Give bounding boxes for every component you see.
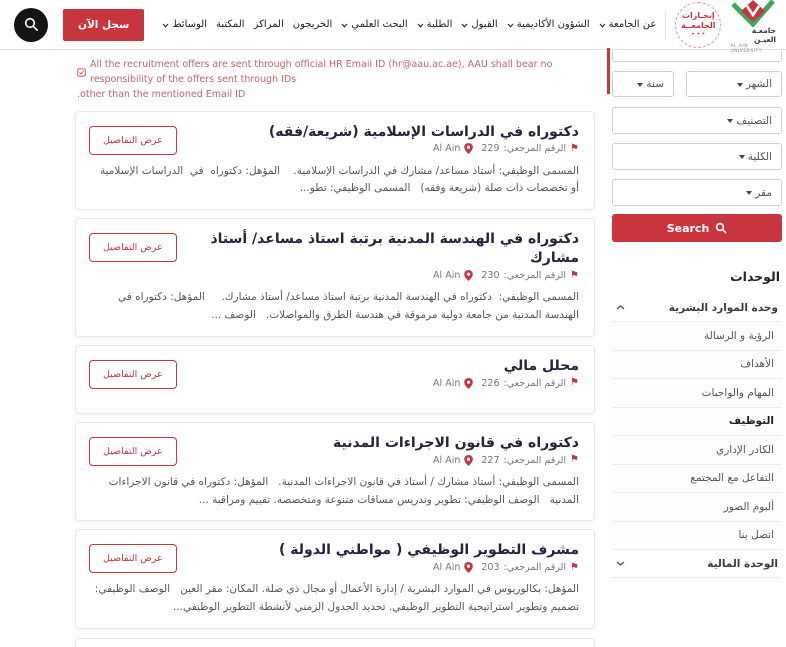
reference-number: 226 — [481, 377, 500, 389]
search-icon — [24, 17, 39, 32]
job-title: دكتوراه في الهندسة المدنية برتبة استاذ مساعد/ أستاذ مشارك — [210, 231, 579, 267]
location-pin-icon — [464, 143, 473, 154]
job-meta — [187, 378, 579, 389]
location-pin-icon — [464, 270, 473, 281]
site-header — [0, 0, 786, 54]
chevron-down-icon — [162, 23, 169, 28]
unit-nav-item-label: التفاعل مع المجتمع — [690, 472, 774, 485]
checkbox-icon — [77, 68, 86, 77]
view-details-button[interactable]: عرض التفاصيل — [89, 360, 177, 389]
chevron-down-icon — [507, 23, 514, 28]
view-details-button[interactable]: عرض التفاصيل — [89, 126, 177, 155]
job-description: المسمى الوظيفي: أستاذ مشارك / أستاذ في قانون الاجراءات المدنية. المؤهل: دكتوراه في قانون الاجراءات المدنية الوصف الوظيفي: تطوير وتدريس مساقات متنوعة ومتخصصة. تقييم ومراقبة ... — [108, 475, 579, 506]
nav-item-label: الوسائط — [172, 19, 208, 30]
nav-item-label: المراكز — [253, 19, 284, 30]
month-select-value: الشهر — [745, 78, 772, 90]
classification-select-value: التصنيف — [736, 114, 772, 127]
campus-select[interactable] — [612, 179, 782, 206]
university-name-en: AL AIN UNIVERSITY — [730, 43, 763, 54]
flag-icon: ⚑ — [570, 142, 579, 154]
unit-nav-item-label: التوظيف — [728, 415, 774, 428]
job-card — [75, 529, 595, 629]
badge-stars: ٭ ٭ ٭ — [691, 29, 706, 37]
unit-nav-item-label: المهام والواجبات — [701, 386, 774, 399]
nav-item-label: الشؤون الأكاديمية — [516, 19, 590, 30]
university-emblem-icon — [731, 0, 775, 25]
job-title: محلل مالي — [503, 357, 579, 374]
month-select[interactable] — [686, 71, 782, 97]
flag-icon: ⚑ — [570, 377, 579, 389]
location-pin-icon — [464, 455, 473, 466]
job-title-block — [187, 357, 579, 389]
job-card — [75, 422, 595, 522]
chevron-down-icon — [599, 23, 606, 28]
job-meta — [187, 270, 579, 281]
nav-item[interactable] — [162, 19, 207, 30]
search-icon — [715, 222, 727, 234]
reference-label: الرقم المرجعي: — [503, 454, 567, 466]
flag-icon: ⚑ — [570, 269, 579, 281]
job-title-block — [187, 434, 579, 466]
year-select[interactable] — [612, 71, 674, 97]
location-pin-icon — [464, 378, 473, 389]
reference-number: 230 — [481, 270, 500, 282]
units-list — [612, 294, 782, 578]
caret-down-icon — [746, 191, 752, 195]
job-card — [75, 218, 595, 336]
unit-nav-item[interactable] — [612, 493, 782, 522]
reference-number: 227 — [481, 454, 500, 466]
job-card-header — [89, 434, 579, 466]
finance-unit-accordion[interactable] — [612, 550, 782, 578]
job-card — [75, 345, 595, 414]
classification-select[interactable] — [612, 107, 782, 134]
achievements-badge[interactable] — [675, 2, 721, 48]
jobs-column — [75, 50, 595, 647]
nav-item-label: عن الجامعة — [608, 19, 657, 30]
month-year-row — [612, 71, 782, 97]
caret-down-icon — [739, 155, 745, 159]
caret-down-icon — [737, 83, 743, 87]
flag-icon: ⚑ — [570, 561, 579, 573]
reference-label: الرقم المرجعي: — [503, 143, 567, 155]
header-divider — [665, 11, 666, 39]
nav-item[interactable] — [216, 19, 245, 30]
unit-nav-item-label: الأهداف — [740, 358, 774, 371]
reference-number: 203 — [481, 562, 500, 574]
chevron-down-icon — [417, 23, 424, 28]
job-title-block — [187, 541, 579, 573]
job-card-partial — [75, 638, 595, 647]
job-title: دكتوراه في قانون الاجراءات المدنية — [332, 434, 579, 451]
reference-label: الرقم المرجعي: — [503, 562, 567, 574]
nav-item-label: المكتبة — [216, 19, 245, 30]
job-location: Al Ain — [433, 454, 461, 466]
unit-nav-item-label: ألبوم الصور — [723, 500, 774, 513]
notice-scrollbar — [607, 48, 610, 94]
units-heading: الوحدات — [730, 269, 780, 284]
job-meta — [187, 562, 579, 573]
notice-line1: All the recruitment offers are sent through official HR Email ID (hr@aau.ac.ae), AAU shall bear no responsibility of the offers sent through IDs — [77, 57, 593, 87]
job-card-header — [89, 230, 579, 281]
job-card-header — [89, 541, 579, 573]
university-logo[interactable] — [730, 0, 776, 54]
nav-item-label: الخريجون — [292, 19, 333, 30]
hr-unit-label: وحدة الموارد البشرية — [668, 301, 778, 314]
job-location: Al Ain — [433, 270, 461, 282]
caret-down-icon — [637, 83, 643, 87]
nav-item[interactable] — [599, 19, 657, 30]
caret-down-icon — [727, 119, 733, 123]
hr-email-notice — [75, 55, 595, 103]
sidebar — [608, 50, 786, 578]
job-list — [75, 111, 595, 630]
badge-line1: إنجـازات — [682, 11, 715, 21]
view-details-button[interactable]: عرض التفاصيل — [89, 544, 177, 573]
view-details-button[interactable]: عرض التفاصيل — [89, 437, 177, 466]
year-select-value: سنة — [646, 78, 664, 90]
campus-select-value: مقر — [755, 186, 772, 199]
badge-line2: الجامعــة — [681, 20, 716, 30]
main-nav — [162, 19, 656, 30]
job-title: دكتوراه في الدراسات الإسلامية (شريعة/فقه) — [268, 123, 579, 140]
nav-item-label: البحث العلمي — [351, 19, 408, 30]
job-location: Al Ain — [433, 377, 461, 389]
nav-item[interactable] — [461, 19, 497, 30]
nav-item[interactable] — [417, 19, 453, 30]
finance-unit-label: الوحدة المالية — [707, 557, 778, 570]
university-name-ar: جامعـة العيـن — [751, 25, 776, 44]
search-button[interactable] — [612, 214, 782, 242]
register-now-button[interactable]: سجل الآن — [63, 9, 144, 41]
job-card-header — [89, 123, 579, 155]
hr-unit-accordion[interactable] — [612, 294, 782, 322]
unit-nav-item[interactable] — [612, 379, 782, 408]
job-location: Al Ain — [433, 562, 461, 574]
unit-nav-item[interactable] — [612, 436, 782, 465]
unit-nav-item[interactable] — [612, 465, 782, 494]
view-details-button[interactable]: عرض التفاصيل — [89, 233, 177, 262]
unit-nav-item-label: الكادر الإداري — [716, 443, 774, 456]
job-title-block — [187, 123, 579, 155]
chevron-up-icon — [616, 305, 625, 310]
reference-number: 229 — [481, 143, 500, 155]
chevron-down-icon — [341, 23, 348, 28]
chevron-down-icon — [616, 561, 625, 566]
chevron-down-icon — [461, 23, 468, 28]
notice-line2: other than the mentioned Email ID. — [77, 89, 246, 101]
page-content — [0, 50, 786, 647]
reference-label: الرقم المرجعي: — [503, 270, 567, 282]
job-title: مشرف التطوير الوظيفي ( مواطني الدولة ) — [279, 542, 579, 559]
college-select[interactable] — [612, 143, 782, 170]
search-button-label: Search — [666, 221, 710, 235]
job-meta — [187, 455, 579, 466]
header-search-button[interactable] — [14, 8, 48, 42]
job-description: المسمى الوظيفي: أستاذ مساعد/ مشارك في الدراسات الإسلامية. المؤهل: دكتوراه في الدراسات الإسلامية أو تخصصات ذات صلة (شريعة وفقه) المسمى الوظيفي: تطو... — [99, 164, 579, 195]
job-card — [75, 111, 595, 211]
job-description: المسمى الوظيفي: دكتوراه في الهندسة المدنية برتبة استاذ مساعد/ أستاذ مشارك. المؤهل: دكتوراه في الهندسة المدنية من جامعة دولية مرموقة في هندسة الطرق والمواصلات. الوصف ... — [117, 291, 579, 321]
flag-icon: ⚑ — [570, 454, 579, 466]
nav-item[interactable] — [507, 19, 590, 30]
nav-item[interactable] — [254, 19, 284, 30]
unit-nav-item-label: اتصل بنا — [738, 529, 774, 542]
unit-nav-item[interactable] — [612, 408, 782, 437]
nav-item[interactable] — [341, 19, 407, 30]
nav-item-label: القبول — [471, 19, 498, 30]
unit-nav-item-label: الرؤية و الرسالة — [703, 329, 774, 342]
job-meta — [187, 143, 579, 154]
job-location: Al Ain — [433, 143, 461, 155]
job-description: المؤهل: بكالوريوس في الموارد البشرية / إدارة الأعمال أو مجال ذي صلة. المكان: مقر العين الوصف الوظيفي: تصميم وتطوير استراتيجية التطوير الوظيفي. تحديد الجدول الزمني لأنشطة التطوير الوظيفي... — [94, 583, 579, 614]
unit-nav-item[interactable] — [612, 522, 782, 551]
college-select-value: الكلية — [747, 150, 772, 163]
job-card-header — [89, 357, 579, 389]
location-pin-icon — [464, 562, 473, 573]
nav-item-label: الطلبة — [426, 19, 453, 30]
nav-item[interactable] — [293, 19, 333, 30]
unit-nav-item[interactable] — [612, 322, 782, 351]
hr-unit-items — [612, 322, 782, 550]
reference-label: الرقم المرجعي: — [503, 377, 567, 389]
unit-nav-item[interactable] — [612, 351, 782, 380]
job-title-block — [187, 230, 579, 281]
keyword-input[interactable] — [612, 51, 782, 62]
